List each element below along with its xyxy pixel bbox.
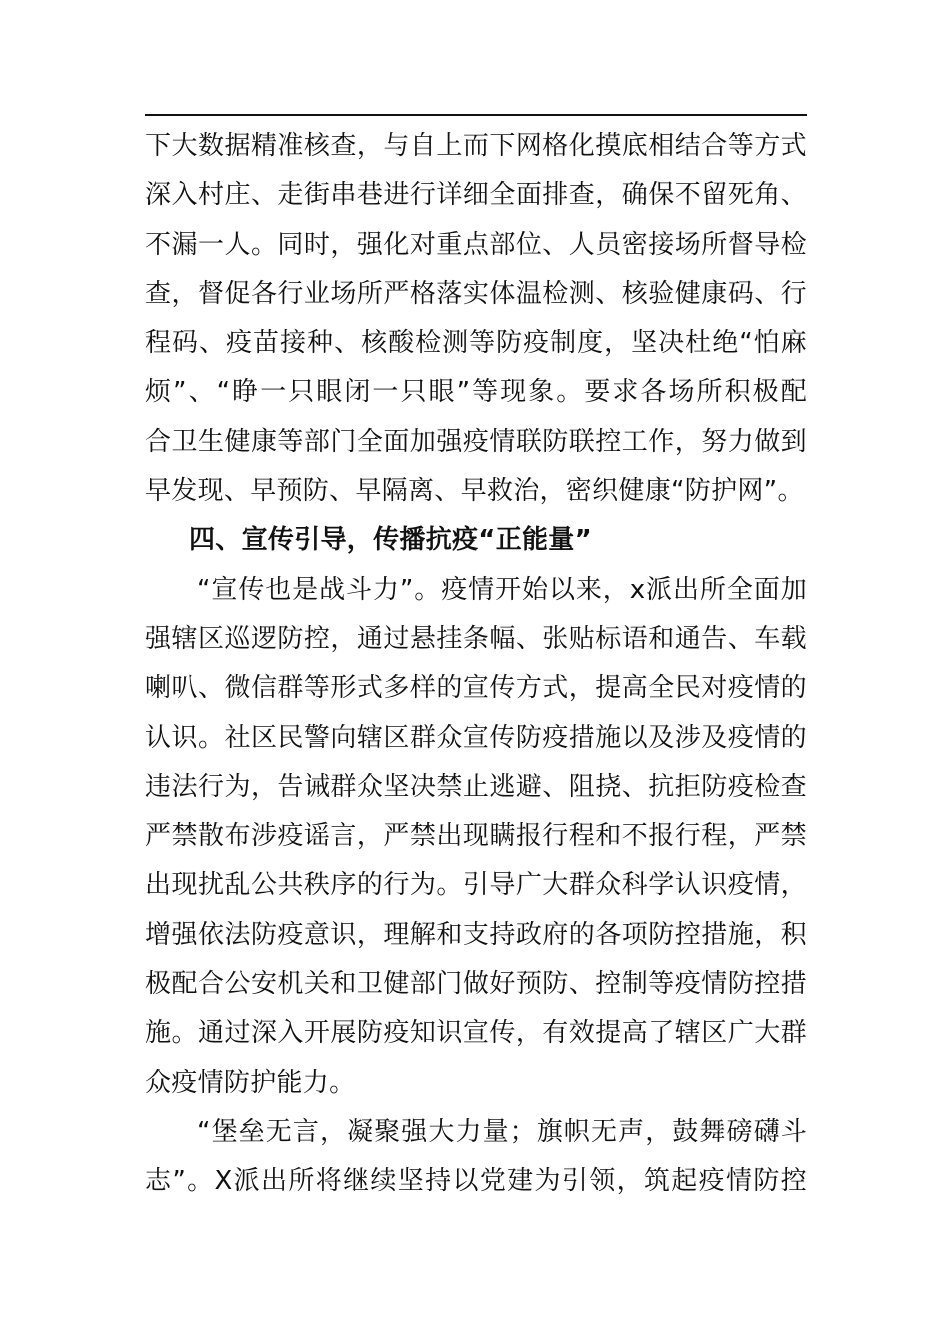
text-line: 程码、疫苗接种、核酸检测等防疫制度，坚决杜绝“怕麻: [145, 328, 807, 359]
text-line: 出现扰乱公共秩序的行为。引导广大群众科学认识疫情，: [145, 870, 807, 901]
text-line: 合卫生健康等部门全面加强疫情联防联控工作，努力做到: [145, 426, 807, 457]
text-line: 深入村庄、走街串巷进行详细全面排查，确保不留死角、: [145, 180, 807, 211]
section-heading: 四、宣传引导，传播抗疫“正能量”: [189, 525, 592, 556]
text-line: 下大数据精准核查，与自上而下网格化摸底相结合等方式: [145, 131, 807, 161]
text-line: 极配合公安机关和卫健部门做好预防、控制等疫情防控措: [145, 969, 807, 1000]
text-line: 增强依法防疫意识，理解和支持政府的各项防控措施，积: [145, 919, 807, 950]
text-line: 严禁散布涉疫谣言，严禁出现瞒报行程和不报行程，严禁: [145, 821, 807, 852]
text-line: 众疫情防护能力。: [145, 1067, 356, 1098]
text-line: “宣传也是战斗力”。疫情开始以来，x派出所全面加: [197, 574, 807, 605]
document-body: [145, 122, 807, 1207]
header-rule: [145, 114, 807, 116]
text-line: 认识。社区民警向辖区群众宣传防疫措施以及涉及疫情的: [145, 722, 807, 753]
text-line: 施。通过深入开展防疫知识宣传，有效提高了辖区广大群: [145, 1018, 807, 1049]
text-line: 查，督促各行业场所严格落实体温检测、核验健康码、行: [145, 278, 807, 309]
text-line: 早发现、早预防、早隔离、早救治，密织健康“防护网”。: [145, 476, 804, 507]
text-line: 强辖区巡逻防控，通过悬挂条幅、张贴标语和通告、车载: [145, 623, 807, 654]
text-line: 违法行为，告诫群众坚决禁止逃避、阻挠、抗拒防疫检查: [145, 771, 807, 802]
text-line: “堡垒无言，凝聚强大力量；旗帜无声，鼓舞磅礴斗: [197, 1116, 807, 1147]
text-line: 志”。X派出所将继续坚持以党建为引领，筑起疫情防控: [145, 1166, 807, 1197]
text-line: 烦”、“睁一只眼闭一只眼”等现象。要求各场所积极配: [145, 377, 807, 408]
text-line: 喇叭、微信群等形式多样的宣传方式，提高全民对疫情的: [145, 673, 807, 704]
text-line: 不漏一人。同时，强化对重点部位、人员密接场所督导检: [145, 229, 807, 260]
